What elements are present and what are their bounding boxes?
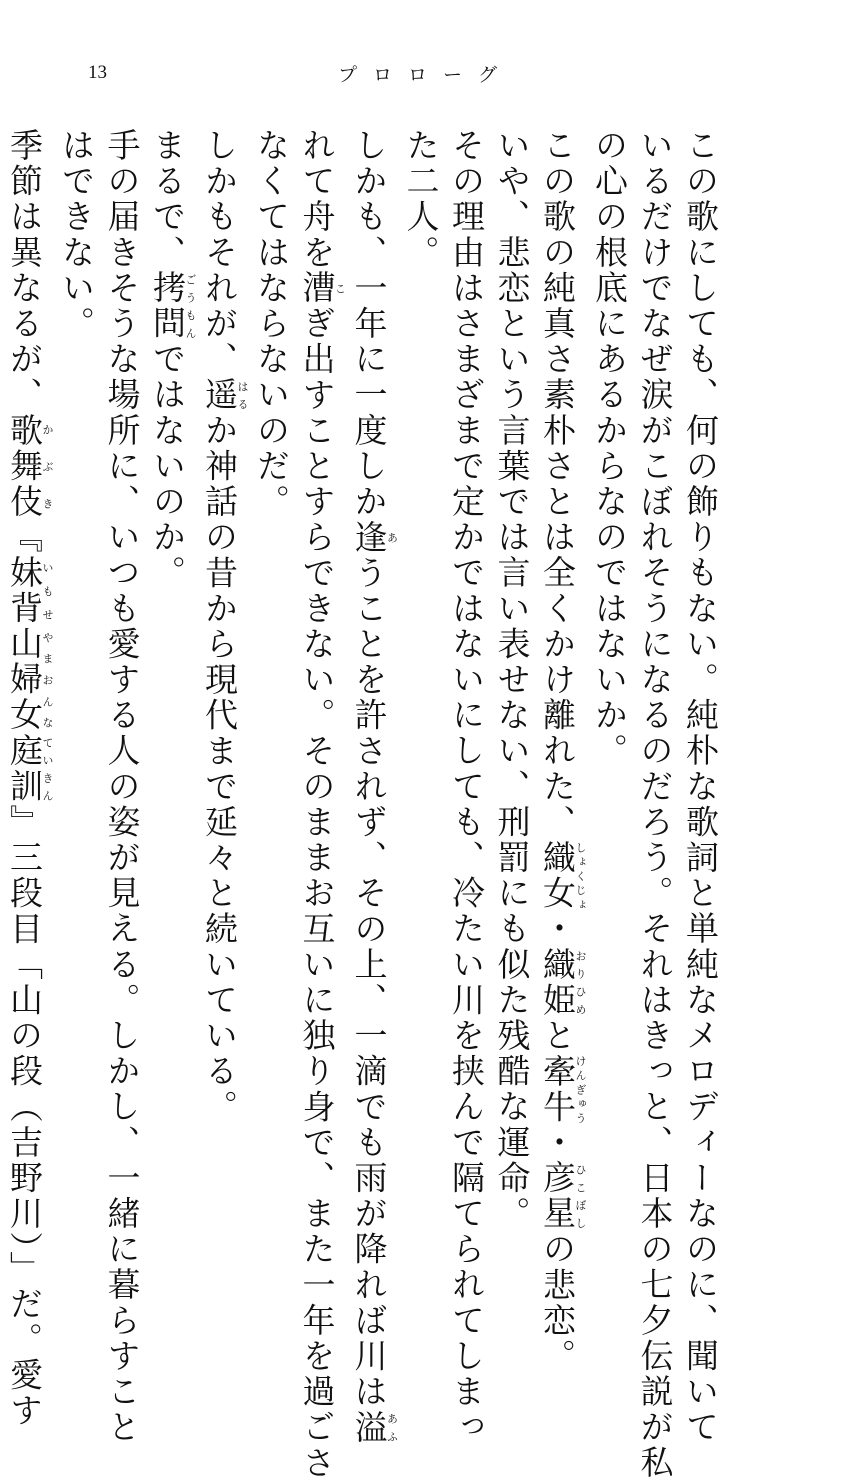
ruby-word: 牽牛けんぎゅう (538, 1053, 587, 1125)
text-line: その理由はさまざまで定かではないにしても、冷たい川を挟んで隔てられてしまっ (447, 128, 486, 1446)
body-text (2, 128, 724, 1481)
ruby-word: 逢あ (349, 519, 399, 556)
ruby-word: 織女しょくじょ (538, 840, 587, 912)
text-line: 季節は異なるが、歌舞伎かぶき『妹背いもせ山婦女やまおんな庭訓ていきん』三段目「山の段（吉野川）」だ。愛す (5, 128, 54, 1429)
ruby-word: 織姫おりひめ (538, 946, 587, 1019)
ruby-word: 遥はる (200, 377, 249, 413)
text-line: この歌にしても、何の飾りもない。純朴な歌詞と単純なメロディーなのに、聞いて (681, 128, 720, 1446)
text-line: しかも、一年に一度しか逢あうことを許されず、その上、一滴でも雨が降れば川は溢あふ (349, 128, 399, 1446)
text-line: この歌の純真さ素朴さとは全くかけ離れた、織女しょくじょ・織姫おりひめと牽牛けんぎゅう・彦星ひこぼしの悲恋。 (538, 128, 587, 1375)
ruby-word: 溢あふ (349, 1409, 399, 1446)
ruby-word: 彦星ひこぼし (538, 1160, 587, 1232)
text-line: 手の届きそうな場所に、いつも愛する人の姿が見える。しかし、一緒に暮らすこと (102, 128, 142, 1446)
ruby-word: 山婦女やまおんな (5, 626, 54, 734)
text-line: た二人。 (401, 128, 441, 271)
text-line: の心の根底にあるからなのではないか。 (590, 128, 629, 769)
ruby-word: 妹背いもせ (5, 555, 54, 627)
text-line: れて舟を漕こぎ出すことすらできない。そのままお互いに独り身で、また一年を過ごさ (297, 128, 347, 1481)
text-line: まるで、拷問ごうもんではないのか。 (148, 128, 197, 591)
running-head: プロローグ (338, 64, 514, 86)
page-number: 13 (88, 62, 107, 83)
text-line: いるだけでなぜ涙がこぼれそうになるのだろう。それはきっと、日本の七夕伝説が私 (635, 128, 675, 1481)
text-line: いや、悲恋という言葉では言い表せない、刑罰にも似た残酷な運命。 (492, 128, 532, 1232)
text-line: しかもそれが、遥はるか神話の昔から現代まで延々と続いている。 (200, 128, 249, 1125)
text-line: なくてはならないのだ。 (252, 128, 291, 520)
text-line: はできない。 (57, 128, 96, 342)
ruby-word: 拷問ごうもん (148, 270, 197, 342)
ruby-word: 漕こ (297, 270, 347, 307)
ruby-word: 庭訓ていきん (5, 733, 54, 805)
ruby-word: 歌舞伎かぶき (5, 412, 54, 520)
